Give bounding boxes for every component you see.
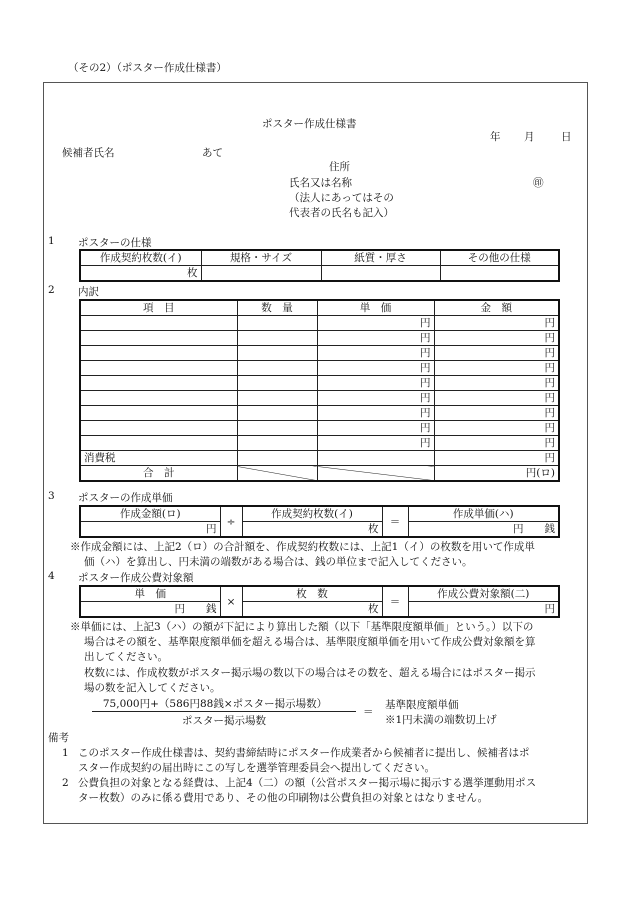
table-row xyxy=(80,586,559,602)
addressee-suffix: あて xyxy=(202,147,223,159)
sec1-title: ポスターの仕様 xyxy=(78,237,152,249)
breakdown-header: 単 価 xyxy=(317,300,434,316)
table-cell xyxy=(80,361,237,376)
name-label: 氏名又は名称 xyxy=(289,177,352,189)
seal-mark: ㊞ xyxy=(533,177,544,189)
table-cell: 円 xyxy=(317,376,434,391)
table-row xyxy=(80,316,559,331)
table-cell xyxy=(80,391,237,406)
table-cell xyxy=(237,331,317,346)
remark-2-line-a: 公費負担の対象となる経費は、上記4（二）の額（公営ポスター掲示場に掲示する選挙運動用ポス xyxy=(78,777,537,789)
equals-sign: ＝ xyxy=(382,586,408,617)
table-row xyxy=(80,602,559,618)
formula-equals: ＝ xyxy=(363,706,374,718)
table-cell: 円 xyxy=(317,421,434,436)
table-cell: 円 xyxy=(80,522,220,538)
address-label: 住所 xyxy=(329,161,350,173)
spec-table xyxy=(79,249,560,282)
sec4-note-4: 枚数には、作成枚数がポスター掲示場の数以下の場合はその数を、超える場合にはポスター掲示 xyxy=(84,667,536,679)
formula-denominator: ポスター掲示場数 xyxy=(182,715,266,727)
table-cell xyxy=(237,451,317,466)
table-cell: 円 xyxy=(317,346,434,361)
table-cell xyxy=(80,376,237,391)
table-cell: 円 xyxy=(434,346,559,361)
remark-2-num: 2 xyxy=(62,777,69,789)
table-row xyxy=(80,361,559,376)
table-cell: 円 xyxy=(434,331,559,346)
table-cell xyxy=(80,406,237,421)
unit-price-header: 作成契約枚数(イ) xyxy=(242,506,382,522)
table-cell: 枚 xyxy=(242,602,382,618)
spec-size-cell xyxy=(201,266,321,282)
table-cell xyxy=(237,406,317,421)
formula-fraction-bar xyxy=(92,711,356,712)
table-cell xyxy=(80,331,237,346)
multiply-sign: × xyxy=(220,586,242,617)
table-cell xyxy=(237,361,317,376)
doc-title: ポスター作成仕様書 xyxy=(262,118,357,130)
addressee-label: 候補者氏名 xyxy=(62,147,115,159)
table-cell xyxy=(237,316,317,331)
sec3-note-2: 価（ハ）を算出し、円未満の端数がある場合は、銭の単位まで記入してください。 xyxy=(84,556,473,568)
date-month: 月 xyxy=(524,131,535,143)
table-row xyxy=(80,406,559,421)
table-cell: 円 xyxy=(434,406,559,421)
table-cell: 円 銭 xyxy=(80,602,220,618)
sec4-note-1: ※単価には、上記3（ハ）の額が下記により算出した額（以下「基準限度額単価」という。）以下の xyxy=(70,621,534,633)
public-amount-header: 単 価 xyxy=(80,586,220,602)
table-row xyxy=(80,266,559,282)
table-cell: 円 xyxy=(434,391,559,406)
remarks-title: 備考 xyxy=(48,732,69,744)
table-cell xyxy=(80,436,237,451)
sec3-title: ポスターの作成単価 xyxy=(78,492,173,504)
table-cell: 円 xyxy=(317,361,434,376)
remark-2-line-b: ター枚数）のみに係る費用であり、その他の印刷物は公費負担の対象とはなりません。 xyxy=(78,792,489,804)
remark-1-num: 1 xyxy=(62,747,69,759)
date-year: 年 xyxy=(490,131,501,143)
breakdown-header: 金 額 xyxy=(434,300,559,316)
unit-price-header: 作成単価(ハ) xyxy=(408,506,559,522)
total-diagonal-cell xyxy=(237,466,317,482)
divide-sign: ÷ xyxy=(220,506,242,537)
table-cell: 円 xyxy=(434,376,559,391)
table-row xyxy=(80,331,559,346)
formula-numerator: 75,000円+（586円88銭×ポスター掲示場数） xyxy=(102,698,328,710)
spec-header: その他の仕様 xyxy=(440,250,559,266)
table-cell: 円 銭 xyxy=(408,522,559,538)
table-cell: 円 xyxy=(317,391,434,406)
public-amount-table xyxy=(79,585,560,618)
sec3-num: 3 xyxy=(48,490,55,502)
table-cell: 枚 xyxy=(242,522,382,538)
spec-header: 紙質・厚さ xyxy=(321,250,440,266)
total-unit: 円(ロ) xyxy=(434,466,559,482)
date-day: 日 xyxy=(561,131,572,143)
sec2-title: 内訳 xyxy=(78,286,99,298)
sec4-note-3: 出してください。 xyxy=(84,651,168,663)
sec4-note-2: 場合はその額を、基準限度額単価を超える場合は、基準限度額単価を用いて作成公費対象額を算 xyxy=(84,636,536,648)
tax-row xyxy=(80,451,559,466)
sec4-title: ポスター作成公費対象額 xyxy=(78,572,194,584)
table-cell xyxy=(80,316,237,331)
table-cell: 円 xyxy=(434,361,559,376)
unit-price-table xyxy=(79,505,560,538)
table-cell: 円 xyxy=(434,316,559,331)
table-row xyxy=(80,346,559,361)
table-cell: 円 xyxy=(317,316,434,331)
spec-header: 作成契約枚数(イ) xyxy=(80,250,201,266)
table-row xyxy=(80,421,559,436)
table-row xyxy=(80,522,559,538)
formula-note: ※1円未満の端数切上げ xyxy=(385,714,497,726)
total-diagonal-cell xyxy=(317,466,434,482)
table-cell: 円 xyxy=(317,331,434,346)
remark-1-line-b: スター作成契約の届出時にこの写しを選挙管理委員会へ提出してください。 xyxy=(78,762,435,774)
corp-note-2: 代表者の氏名も記入） xyxy=(289,207,394,219)
spec-other-cell xyxy=(440,266,559,282)
table-row xyxy=(80,506,559,522)
table-cell xyxy=(237,346,317,361)
table-cell xyxy=(237,421,317,436)
table-row xyxy=(80,391,559,406)
sec4-note-5: 場の数を記入してください。 xyxy=(84,682,221,694)
sec1-num: 1 xyxy=(48,235,55,247)
tax-label: 消費税 xyxy=(80,451,237,466)
total-row xyxy=(80,466,559,482)
table-cell: 円 xyxy=(317,406,434,421)
table-row xyxy=(80,300,559,316)
breakdown-table xyxy=(79,299,560,482)
table-cell xyxy=(237,436,317,451)
table-row xyxy=(80,436,559,451)
equals-sign: ＝ xyxy=(382,506,408,537)
sec3-note-1: ※作成金額には、上記2（ロ）の合計額を、作成契約枚数には、上記1（イ）の枚数を用いて作成単 xyxy=(70,541,535,553)
corp-note-1: （法人にあってはその xyxy=(289,192,394,204)
table-cell: 円 xyxy=(434,436,559,451)
table-row xyxy=(80,376,559,391)
table-cell xyxy=(237,376,317,391)
spec-count-cell: 枚 xyxy=(80,266,201,282)
table-cell: 円 xyxy=(317,436,434,451)
table-cell xyxy=(80,346,237,361)
table-cell: 円 xyxy=(434,421,559,436)
spec-header: 規格・サイズ xyxy=(201,250,321,266)
table-cell: 円 xyxy=(408,602,559,618)
sec2-num: 2 xyxy=(48,284,55,296)
table-row xyxy=(80,250,559,266)
public-amount-header: 作成公費対象額(二) xyxy=(408,586,559,602)
sec4-num: 4 xyxy=(48,570,55,582)
total-label: 合 計 xyxy=(80,466,237,482)
table-cell: 円 xyxy=(434,451,559,466)
table-cell xyxy=(237,391,317,406)
remark-1-line-a: このポスター作成仕様書は、契約書締結時にポスター作成業者から候補者に提出し、候補者はポ xyxy=(78,747,530,759)
breakdown-header: 数 量 xyxy=(237,300,317,316)
formula-result: 基準限度額単価 xyxy=(385,699,459,711)
spec-paper-cell xyxy=(321,266,440,282)
table-cell xyxy=(80,421,237,436)
table-cell xyxy=(317,451,434,466)
unit-price-header: 作成金額(ロ) xyxy=(80,506,220,522)
form-caption: （その2）（ポスター作成仕様書） xyxy=(68,62,227,74)
public-amount-header: 枚 数 xyxy=(242,586,382,602)
breakdown-header: 項 目 xyxy=(80,300,237,316)
